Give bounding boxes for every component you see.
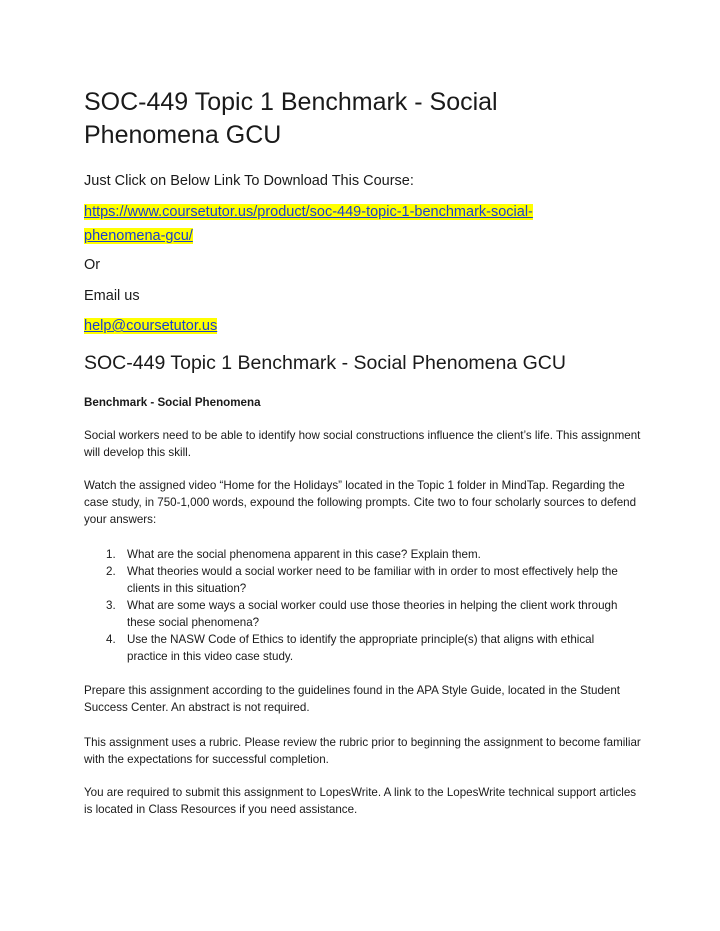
- page-title: SOC-449 Topic 1 Benchmark - Social Phenomena GCU: [84, 88, 498, 149]
- prompt-list: [84, 546, 644, 665]
- list-text: Use the NASW Code of Ethics to identify the appropriate principle(s) that aligns with ethical practice in this video case study.: [127, 633, 595, 663]
- email-line: [84, 315, 217, 337]
- list-text: What theories would a social worker need to be familiar with in order to most effectively help the clients in this situation?: [127, 565, 618, 595]
- email-label: Email us: [84, 288, 140, 304]
- course-link-block: [84, 200, 604, 248]
- download-instruction: Just Click on Below Link To Download This Course:: [84, 173, 414, 189]
- list-number: 2.: [106, 565, 116, 578]
- paragraph-lopeswrite: You are required to submit this assignment to LopesWrite. A link to the LopesWrite technical support articles is located in Class Resources if you need assistance.: [84, 786, 637, 816]
- list-item: [84, 597, 637, 631]
- list-text: What are some ways a social worker could use those theories in helping the client work through these social phenomena?: [127, 599, 618, 629]
- list-item: [84, 631, 637, 665]
- section-heading: SOC-449 Topic 1 Benchmark - Social Phenomena GCU: [84, 352, 566, 374]
- list-text: What are the social phenomena apparent in this case? Explain them.: [127, 548, 481, 561]
- email-link[interactable]: help@coursetutor.us: [84, 318, 218, 334]
- paragraph-apa: Prepare this assignment according to the guidelines found in the APA Style Guide, located in the Student Success Center. An abstract is not required.: [84, 684, 621, 714]
- list-number: 4.: [106, 633, 116, 646]
- paragraph-intro: Social workers need to be able to identify how social constructions influence the client’s life. This assignment will develop this skill.: [84, 429, 641, 459]
- or-text: Or: [84, 257, 101, 273]
- paragraph-instructions: Watch the assigned video “Home for the Holidays” located in the Topic 1 folder in MindTap. Regarding the case study, in 750-1,000 words, expound the following prompts. Cite two to four scholarly sources to defend your answers:: [84, 479, 637, 526]
- paragraph-rubric: This assignment uses a rubric. Please review the rubric prior to beginning the assignment to become familiar with the expectations for successful completion.: [84, 736, 641, 766]
- list-number: 1.: [106, 548, 116, 561]
- list-number: 3.: [106, 599, 116, 612]
- list-item: [84, 563, 637, 597]
- course-link[interactable]: https://www.coursetutor.us/product/soc-449-topic-1-benchmark-social-phenomena-gcu/: [84, 204, 533, 244]
- list-item: [84, 546, 637, 563]
- benchmark-subheading: Benchmark - Social Phenomena: [84, 396, 261, 409]
